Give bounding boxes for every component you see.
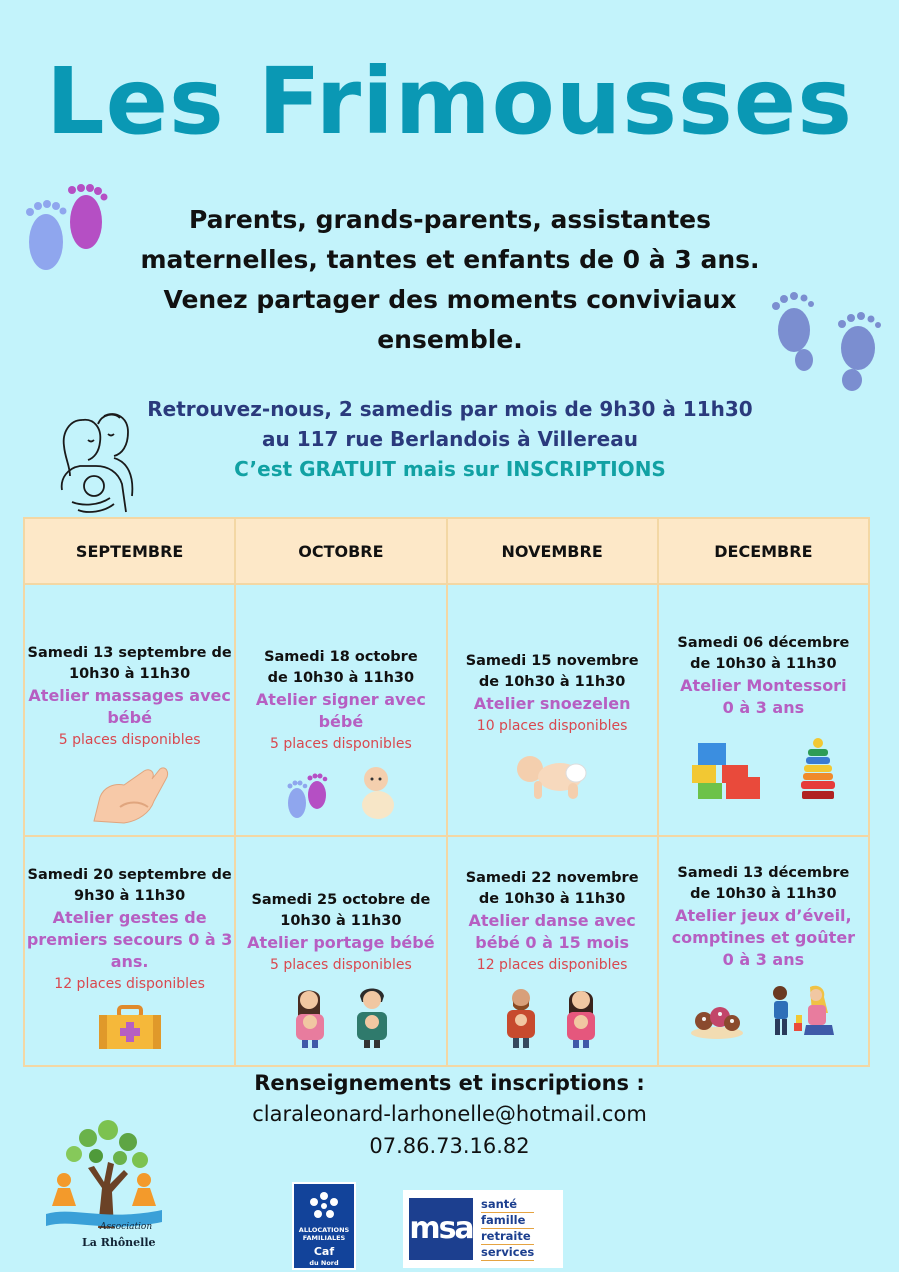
event-cell: Samedi 18 octobre de 10h30 à 11h30 Atelier signer avec bébé 5 places disponibles [235,584,446,836]
dancing-parents-icon [503,986,539,1048]
playing-children-icon [766,983,836,1039]
contact-email[interactable]: claraleonard-larhonelle@hotmail.com [252,1102,647,1126]
info-text: Retrouvez-nous, 2 samedis par mois de 9h30 à 11h30 au 117 rue Berlandois à Villereau C’est GRATUIT mais sur INSCRIPTIONS [147,397,753,481]
baby-feet-icon [284,773,330,821]
baby-carrier-icon [290,986,330,1048]
event-cell: Samedi 13 septembre de 10h30 à 11h30 Atelier massages avec bébé 5 places disponibles [24,584,235,836]
building-blocks-icon [690,737,766,801]
schedule-row [24,836,869,1066]
msa-letters: msa [409,1198,473,1260]
stacking-rings-icon [800,737,836,801]
dancing-parents-icon [561,986,601,1048]
cupcakes-icon [690,1003,744,1039]
event-cell: Samedi 22 novembre de 10h30 à 11h30 Atelier danse avec bébé 0 à 15 mois 12 places disponibles [447,836,658,1066]
event-cell: Samedi 13 décembre de 10h30 à 11h30 Atelier jeux d’éveil, comptines et goûter 0 à 3 ans [658,836,869,1066]
month-header: OCTOBRE [235,518,446,584]
schedule-header-row [24,518,869,584]
month-header: DECEMBRE [658,518,869,584]
footprints-icon [766,290,890,394]
caf-logo: ALLOCATIONS FAMILIALES Caf du Nord [292,1182,356,1270]
schedule-table [23,517,870,1067]
msa-words: santé famille retraite services [481,1197,535,1259]
event-cell: Samedi 25 octobre de 10h30 à 11h30 Atelier portage bébé 5 places disponibles [235,836,446,1066]
sitting-baby-icon [358,765,398,821]
massage-hands-icon [90,761,170,825]
msa-logo [403,1190,563,1268]
caf-emblem-icon [304,1188,344,1224]
event-cell: Samedi 20 septembre de 9h30 à 11h30 Atelier gestes de premiers secours 0 à 3 ans. 12 places disponibles [24,836,235,1066]
page-title: Les Frimousses [46,48,853,155]
intro-text: Parents, grands-parents, assistantes maternelles, tantes et enfants de 0 à 3 ans. Venez partager des moments conviviaux ensemble. [140,205,760,354]
month-header: SEPTEMBRE [24,518,235,584]
schedule-row [24,584,869,836]
event-cell: Samedi 15 novembre de 10h30 à 11h30 Atelier snoezelen 10 places disponibles [447,584,658,836]
baby-carrier-icon [352,986,392,1048]
first-aid-kit-icon [97,1005,163,1051]
contact-phone[interactable]: 07.86.73.16.82 [369,1134,530,1158]
rhonelle-name: La Rhônelle [82,1236,156,1249]
crawling-baby-icon [514,747,590,803]
month-header: NOVEMBRE [447,518,658,584]
event-cell: Samedi 06 décembre de 10h30 à 11h30 Atelier Montessori 0 à 3 ans [658,584,869,836]
rhonelle-logo [44,1118,164,1254]
footprints-icon [20,182,112,278]
contact-heading: Renseignements et inscriptions : [254,1071,645,1095]
rhonelle-assoc-label: Association [100,1222,153,1232]
